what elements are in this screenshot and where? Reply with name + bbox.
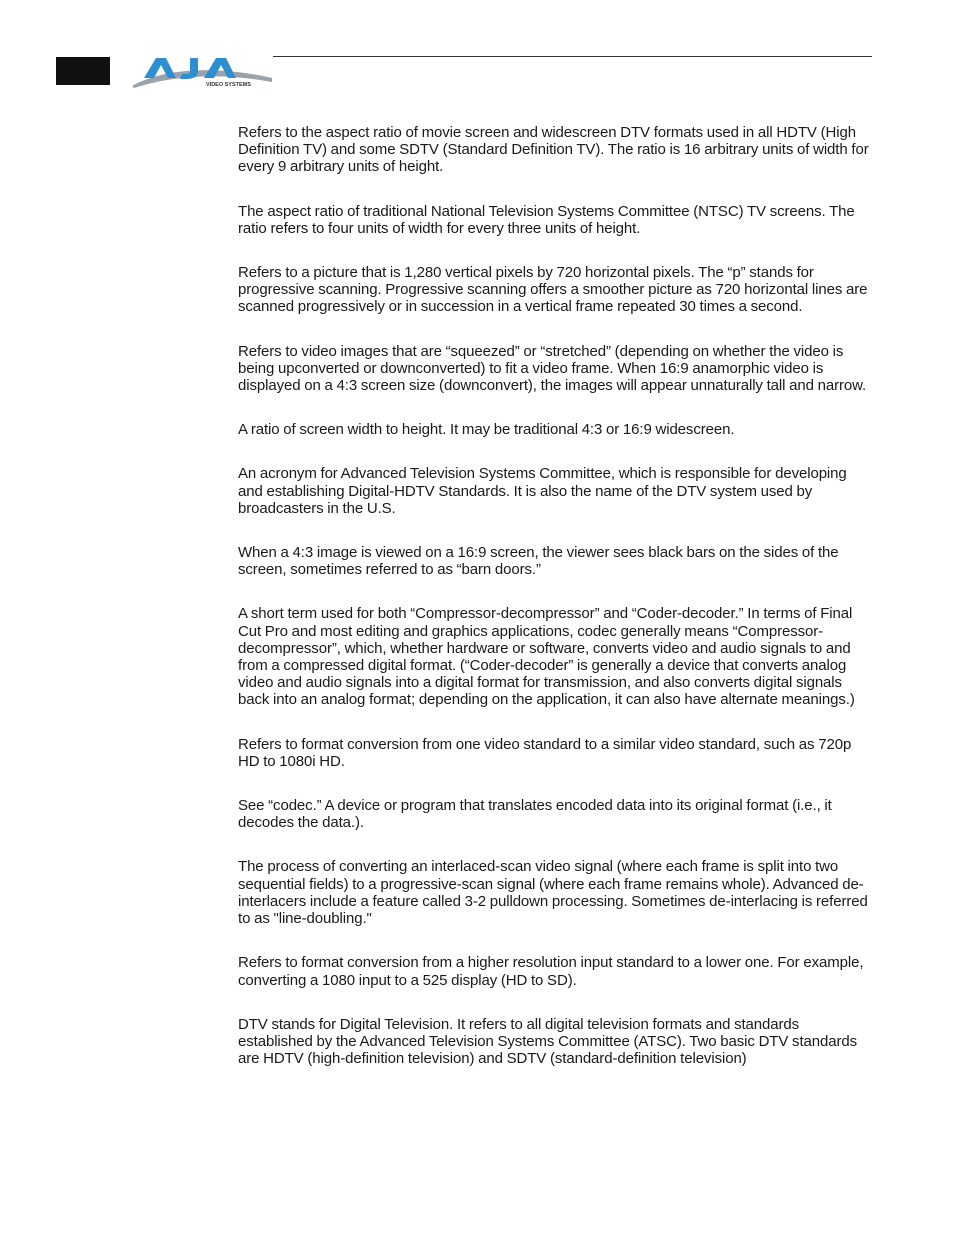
definition-barn-doors: When a 4:3 image is viewed on a 16:9 screen, the viewer sees black bars on the sides of the screen, sometimes referred to as “barn doors.” — [238, 544, 839, 579]
definition-720p: Refers to a picture that is 1,280 vertical pixels by 720 horizontal pixels. The “p” stands for progressive scanning. Progressive scanning offers a smoother picture as 720 horizontal lines are scanned progressively or in succession in a vertical frame repeated 30 times a second. — [238, 264, 868, 316]
definition-dtv: DTV stands for Digital Television. It refers to all digital television formats and standards established by the Advanced Television Systems Committee (ATSC). Two basic DTV standards are HDTV (high-definition television) and SDTV (standard-definition television) — [238, 1015, 858, 1068]
definition-4-3: The aspect ratio of traditional National Television Systems Committee (NTSC) TV screens. The ratio refers to four units of width for every three units of height. — [238, 202, 855, 237]
definition-16-9: Refers to the aspect ratio of movie screen and widescreen DTV formats used in all HDTV (High Definition TV) and some SDTV (Standard Definition TV). The ratio is 16 arbitrary units of width for every 9 arbitrary units of height. — [238, 124, 869, 176]
glossary-definitions — [238, 124, 870, 1067]
definition-de-interlacing: The process of converting an interlaced-scan video signal (where each frame is split into two sequential fields) to a progressive-scan signal (where each frame remains whole). Advanced de-interlacers include a feature called 3-2 pulldown processing. Sometimes de-interlacing is referred to as "line-doubling." — [238, 858, 868, 928]
page-number-tab — [56, 57, 110, 85]
definition-decoder: See “codec.” A device or program that translates encoded data into its original format (i.e., it decodes the data.). — [238, 797, 832, 832]
svg-text:VIDEO SYSTEMS: VIDEO SYSTEMS — [206, 82, 251, 88]
definition-anamorphic: Refers to video images that are “squeezed” or “stretched” (depending on whether the video is being upconverted or downconverted) to fit a video frame. When 16:9 anamorphic video is displayed on a 4:3 screen size (downconvert), the images will appear unnaturally tall and narrow. — [238, 342, 867, 395]
definition-atsc: An acronym for Advanced Television Systems Committee, which is responsible for developing and establishing Digital-HDTV Standards. It is also the name of the DTV system used by broadcasters in the U.S. — [238, 465, 847, 517]
definition-downconvert: Refers to format conversion from a higher resolution input standard to a lower one. For example, converting a 1080 input to a 525 display (HD to SD). — [238, 954, 864, 989]
header-rule — [273, 56, 872, 57]
definition-codec: A short term used for both “Compressor-decompressor” and “Coder-decoder.” In terms of Final Cut Pro and most editing and graphics applications, codec generally means “Compressor-decompressor”, which, whether hardware or software, converts video and audio signals to and from a compressed digital format. (“Coder-decoder” is generally a device that converts analog video and audio signals into a digital format for transmission, and also converts digital signals back into an analog format; depending on the application, it can also have alternate meanings.) — [238, 605, 855, 709]
definition-cross-convert: Refers to format conversion from one video standard to a similar video standard, such as 720p HD to 1080i HD. — [238, 735, 852, 770]
definition-aspect-ratio: A ratio of screen width to height. It may be traditional 4:3 or 16:9 widescreen. — [238, 421, 735, 439]
aja-logo — [130, 56, 274, 88]
